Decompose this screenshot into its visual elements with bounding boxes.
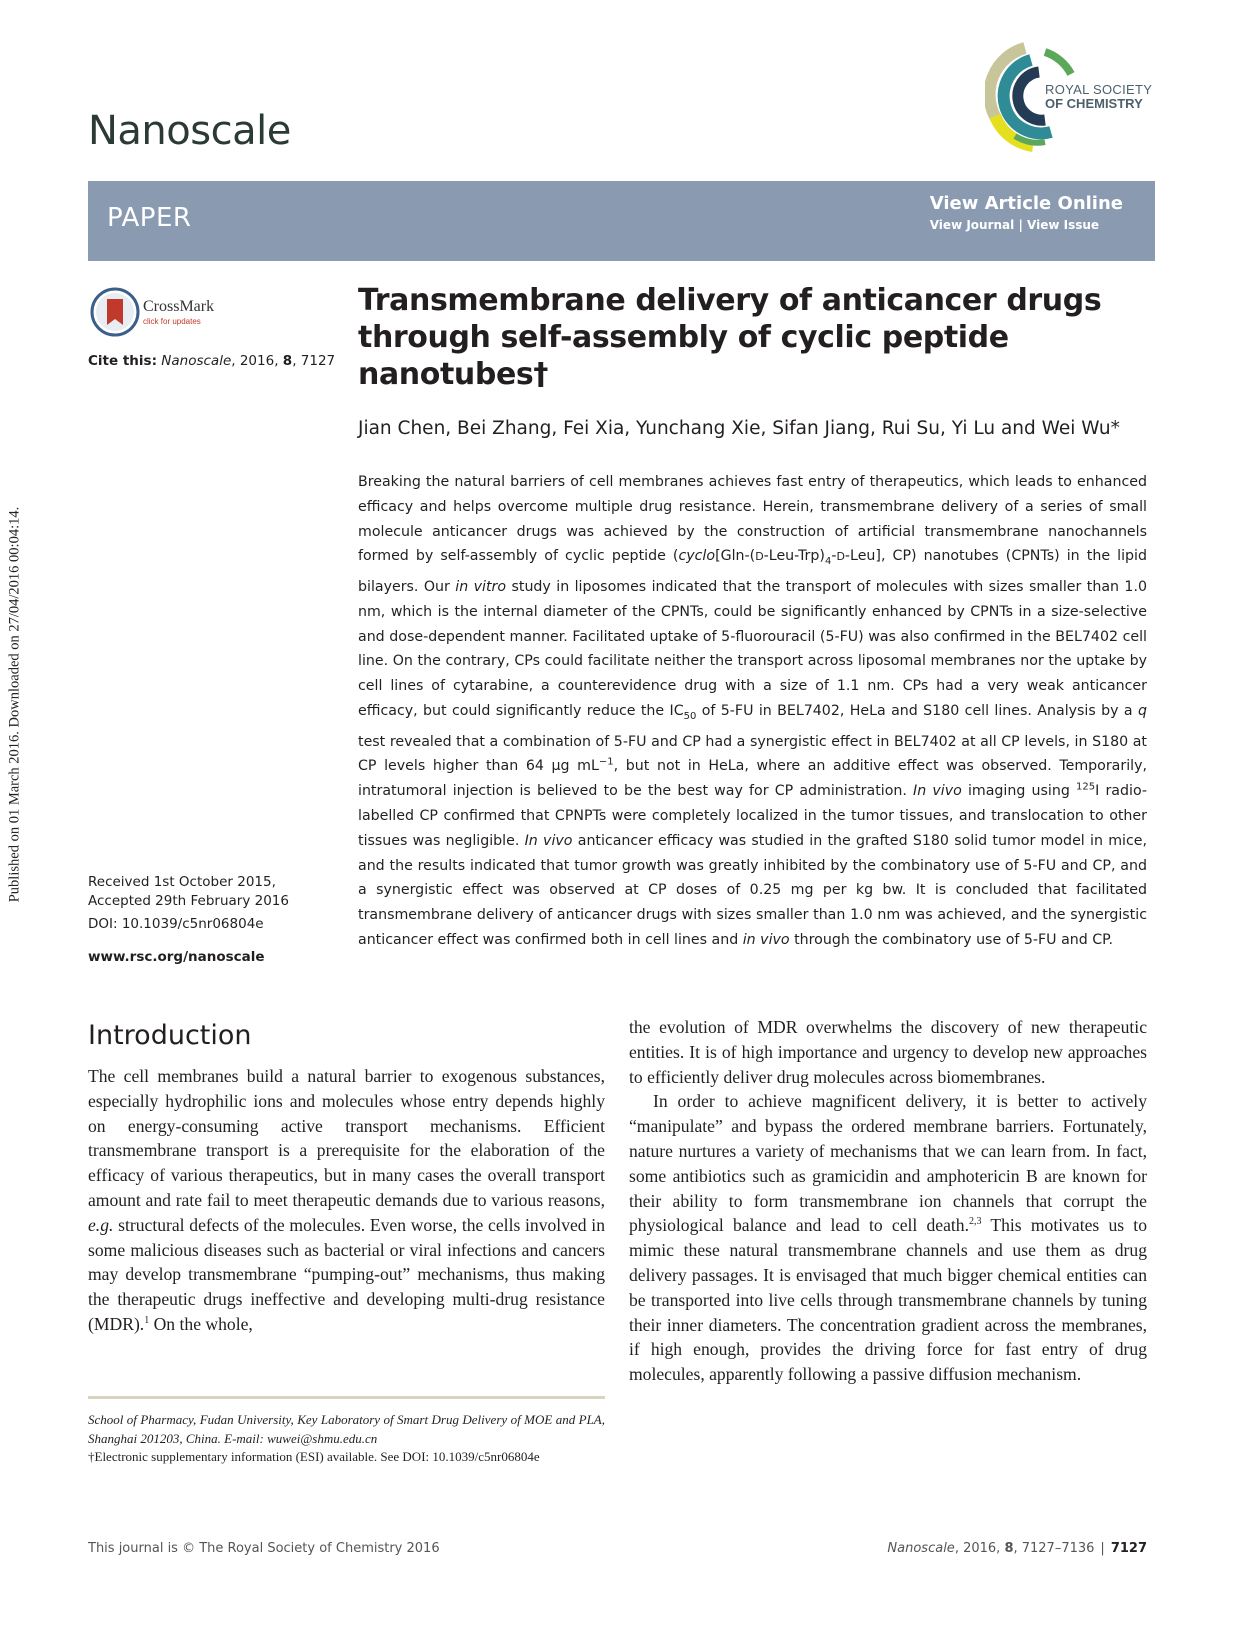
journal-website-link[interactable]: www.rsc.org/nanoscale [88, 949, 265, 965]
rsc-logo-text [1045, 83, 1152, 111]
body-column-right [629, 1015, 1147, 1387]
link-separator: | [1018, 218, 1023, 232]
download-note [2, 474, 28, 934]
cite-page: , 7127 [292, 353, 336, 369]
accepted-date: Accepted 29th February 2016 [88, 893, 289, 909]
cite-year: , 2016, [231, 353, 283, 369]
introduction-heading: Introduction [88, 1020, 252, 1051]
download-note-text: Published on 01 March 2016. Downloaded on 27/04/2016 00:04:14. [6, 506, 23, 902]
journal-issue-links [930, 218, 1123, 232]
article-title: Transmembrane delivery of anticancer drugs through self-assembly of cyclic peptide nanotubes† [358, 283, 1102, 392]
journal-title: Nanoscale [88, 108, 291, 154]
cite-volume: 8 [282, 353, 293, 369]
author-list: Jian Chen, Bei Zhang, Fei Xia, Yunchang Xie, Sifan Jiang, Rui Su, Yi Lu and Wei Wu* [358, 418, 1120, 439]
footer-volume: 8 [1004, 1541, 1014, 1556]
footnote-divider [88, 1396, 605, 1399]
cite-journal: Nanoscale [161, 353, 232, 369]
esi-note: †Electronic supplementary information (ESI) available. See DOI: 10.1039/c5nr06804e [88, 1449, 540, 1464]
intro-paragraph-1: The cell membranes build a natural barrier to exogenous substances, especially hydrophilic ions and molecules whose entry depends highly on energy-consuming active transport mechanisms. Efficient transmembrane transport is a prerequisite for the elaboration of the efficacy of various therapeutics, but in many cases the overall transport amount and rate fail to meet therapeutic demands due to various reasons, e.g. structural defects of the molecules. Even worse, the cells involved in some malicious diseases such as bacterial or viral infections and cancers may develop transmembrane “pumping-out” mechanisms, thus making the therapeutic drugs ineffective and developing multi-drug resistance (MDR).$^1$ On the whole, [88, 1066, 605, 1334]
article-dates [88, 873, 289, 911]
footer-separator: | [1100, 1541, 1105, 1556]
view-article-online-link[interactable]: View Article Online [929, 193, 1123, 214]
article-type-label: PAPER [107, 203, 192, 233]
crossmark-label: CrossMark [143, 298, 215, 315]
doi[interactable]: DOI: 10.1039/c5nr06804e [88, 916, 264, 932]
rsc-logo[interactable] [985, 40, 1160, 155]
abstract [358, 470, 1147, 953]
abstract-text: Breaking the natural barriers of cell membranes achieves fast entry of therapeutics, which leads to enhanced efficacy and helps overcome multiple drug resistance. Herein, transmembrane delivery of a series of small molecule anticancer drugs was achieved by the construction of artificial transmembrane nanochannels formed by self-assembly of cyclic peptide ($cyclo[Gln-(D-Leu-Trp)_4-D-Leu]$, CP) nanotubes (CPNTs) in the lipid bilayers. Our in vitro study in liposomes indicated that the transport of molecules with sizes smaller than 1.0 nm, which is the internal diameter of the CPNTs, could be significantly enhanced by CPNTs in a size-selective and dose-dependent manner. Facilitated uptake of 5-fluorouracil (5-FU) was also confirmed in the BEL7402 cell line. On the contrary, CPs could facilitate neither the transport across liposomal membranes nor the uptake by cell lines of cytarabine, a counterevidence drug with a size of 1.1 nm. CPs had a very weak anticancer efficacy, but could significantly reduce the $IC_{50}$ of 5-FU in BEL7402, HeLa and S180 cell lines. Analysis by a q test revealed that a combination of 5-FU and CP had a synergistic effect in BEL7402 at all CP levels, in S180 at CP levels higher than 64 μg $mL^{-1}$, but not in HeLa, where an additive effect was observed. Temporarily, intratumoral injection is believed to be the best way for CP administration. In vivo imaging using $^{125}$I radio-labelled CP confirmed that CPNPTs were completely localized in the tumor tissues, and translocation to other tissues was negligible. In vivo anticancer efficacy was studied in the grafted S180 solid tumor model in mice, and the results indicated that tumor growth was greatly inhibited by the combinatory use of 5-FU and CP, and a synergistic effect was observed at CP doses of 0.25 mg per kg bw. It is concluded that facilitated transmembrane delivery of anticancer drugs with sizes smaller than 1.0 nm was achieved, and the synergistic anticancer effect was confirmed both in cell lines and in vivo through the combinatory use of 5-FU and CP. [358, 474, 1148, 948]
page-number: 7127 [1110, 1541, 1147, 1556]
page-footer: Nanoscale, 2016, 8, 7127–7136 | 7127 [887, 1541, 1147, 1556]
cite-prefix: Cite this: [88, 353, 157, 369]
intro-paragraph-2: In order to achieve magnificent delivery, it is better to actively “manipulate” and bypass the ordered membrane barriers. Fortunately, nature nurtures a variety of mechanisms that we can learn from. In fact, some antibiotics such as gramicidin and amphotericin B are known for their ability to form transmembrane ion channels that corrupt the physiological balance and lead to cell death.$^{2,3}$ This motivates us to mimic these natural transmembrane channels and use them as drug delivery passages. It is envisaged that much bigger chemical entities can be transported into live cells through transmembrane channels by tuning their inner diameters. The concentration gradient across the membranes, if high enough, provides the driving force for fast entry of drug molecules, apparently following a passive diffusion mechanism. [629, 1091, 1147, 1385]
reference-1[interactable]: 1 [144, 1315, 150, 1327]
intro-paragraph-1-cont: the evolution of MDR overwhelms the discovery of new therapeutic entities. It is of high importance and urgency to develop new approaches to efficiently deliver drug molecules across biomembranes. [629, 1017, 1147, 1087]
article-links [930, 193, 1123, 232]
rsc-logo-line1: ROYAL SOCIETY [1045, 82, 1153, 97]
rsc-logo-line2: OF CHEMISTRY [1045, 96, 1143, 111]
article-type-banner [88, 181, 1155, 261]
affiliation-note: School of Pharmacy, Fudan University, Key Laboratory of Smart Drug Delivery of MOE and PLA, Shanghai 201203, China. E-mail: wuwei@shmu.edu.cn [88, 1412, 605, 1446]
crossmark-sub: click for updates [143, 317, 201, 326]
view-issue-link[interactable]: View Issue [1027, 218, 1100, 232]
crossmark-icon [90, 287, 140, 337]
reference-2-3[interactable]: 2,3 [969, 1216, 982, 1228]
view-journal-link[interactable]: View Journal [929, 218, 1015, 232]
footnotes [88, 1411, 605, 1467]
received-date: Received 1st October 2015, [88, 874, 276, 890]
copyright-footer: This journal is © The Royal Society of Chemistry 2016 [88, 1541, 440, 1556]
footer-journal: Nanoscale [887, 1541, 955, 1556]
body-column-left [88, 1064, 605, 1337]
crossmark-badge[interactable] [90, 287, 230, 339]
citation [88, 353, 335, 369]
